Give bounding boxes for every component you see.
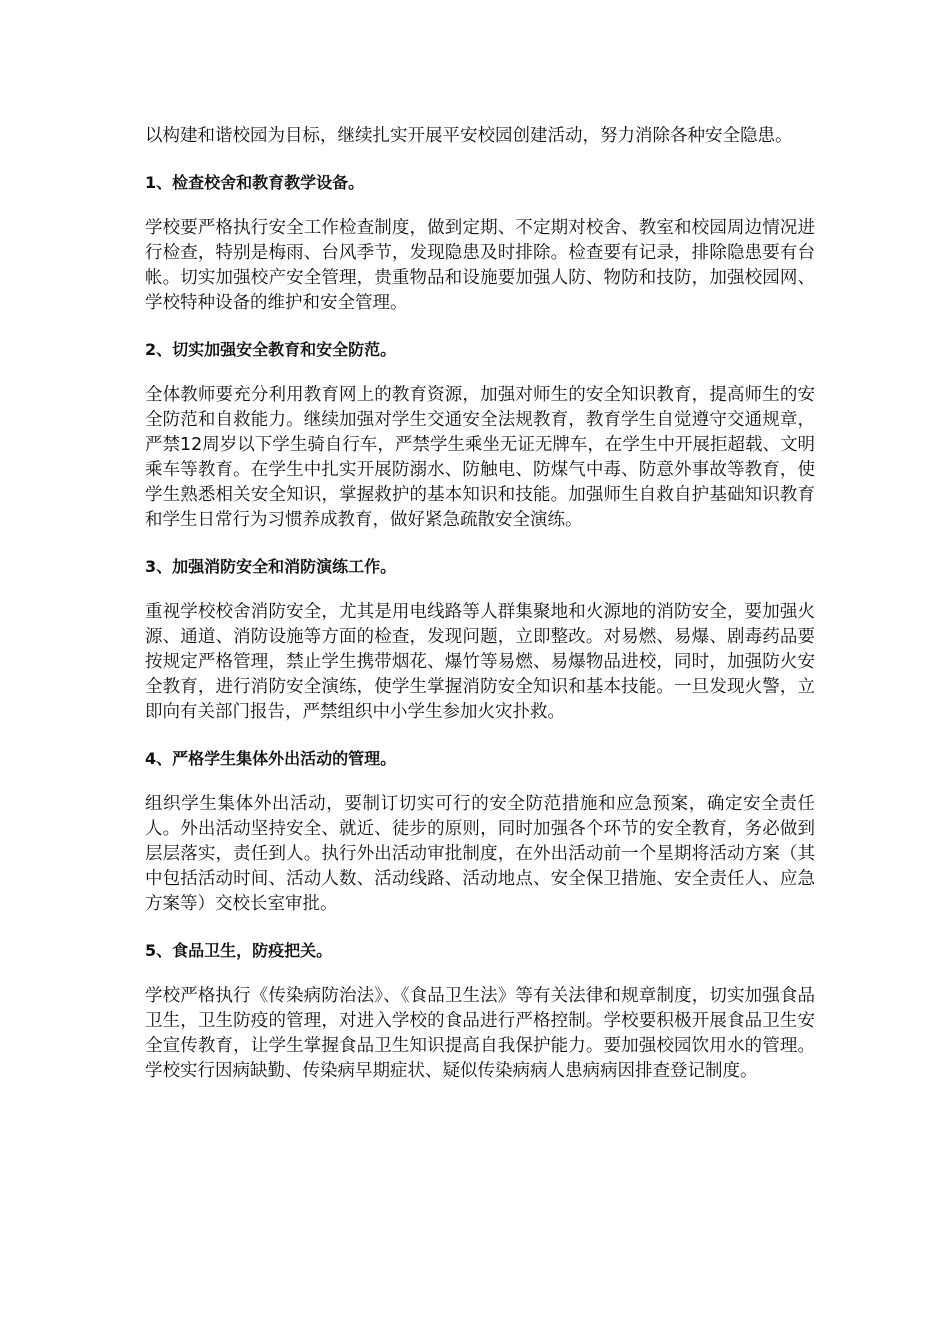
- section-5-body: 学校严格执行《传染病防治法》、《食品卫生法》等有关法律和规章制度，切实加强食品卫生，卫生防疫的管理，对进入学校的食品进行严格控制。学校要积极开展食品卫生安全宣传教育，让学生掌握食品卫生知识提高自我保护能力。要加强校园饮用水的管理。学校实行因病缺勤、传染病早期症状、疑似传染病病人患病病因排查登记制度。: [145, 986, 815, 1081]
- section-1-body: 学校要严格执行安全工作检查制度，做到定期、不定期对校舍、教室和校园周边情况进行检查，特别是梅雨、台风季节，发现隐患及时排除。检查要有记录，排除隐患要有台帐。切实加强校产安全管理，贵重物品和设施要加强人防、物防和技防，加强校园网、学校特种设备的维护和安全管理。: [145, 218, 815, 313]
- section-4-heading: 4、严格学生集体外出活动的管理。: [145, 749, 397, 768]
- section-3-heading: 3、加强消防安全和消防演练工作。: [145, 557, 397, 576]
- section-4-body: 组织学生集体外出活动，要制订切实可行的安全防范措施和应急预案，确定安全责任人。外出活动坚持安全、就近、徒步的原则，同时加强各个环节的安全教育，务必做到层层落实，责任到人。执行外出活动审批制度，在外出活动前一个星期将活动方案（其中包括活动时间、活动人数、活动线路、活动地点、安全保卫措施、安全责任人、应急方案等）交校长室审批。: [145, 794, 815, 914]
- document-page: [145, 124, 815, 1105]
- section-2-body: 全体教师要充分利用教育网上的教育资源，加强对师生的安全知识教育，提高师生的安全防范和自救能力。继续加强对学生交通安全法规教育，教育学生自觉遵守交通规章，严禁12周岁以下学生骑自行车，严禁学生乘坐无证无牌车，在学生中开展拒超载、文明乘车等教育。在学生中扎实开展防溺水、防触电、防煤气中毒、防意外事故等教育，使学生熟悉相关安全知识，掌握救护的基本知识和技能。加强师生自救自护基础知识教育和学生日常行为习惯养成教育，做好紧急疏散安全演练。: [145, 385, 815, 530]
- section-1-heading: 1、检查校舍和教育教学设备。: [145, 173, 365, 192]
- section-3-body: 重视学校校舍消防安全，尤其是用电线路等人群集聚地和火源地的消防安全，要加强火源、通道、消防设施等方面的检查，发现问题，立即整改。对易燃、易爆、剧毒药品要按规定严格管理，禁止学生携带烟花、爆竹等易燃、易爆物品进校，同时，加强防火安全教育，进行消防安全演练，使学生掌握消防安全知识和基本技能。一旦发现火警，立即向有关部门报告，严禁组织中小学生参加火灾扑救。: [145, 602, 815, 722]
- section-2-heading: 2、切实加强安全教育和安全防范。: [145, 340, 397, 359]
- section-5-heading: 5、食品卫生，防疫把关。: [145, 941, 333, 960]
- intro-paragraph: 以构建和谐校园为目标，继续扎实开展平安校园创建活动，努力消除各种安全隐患。: [145, 126, 793, 146]
